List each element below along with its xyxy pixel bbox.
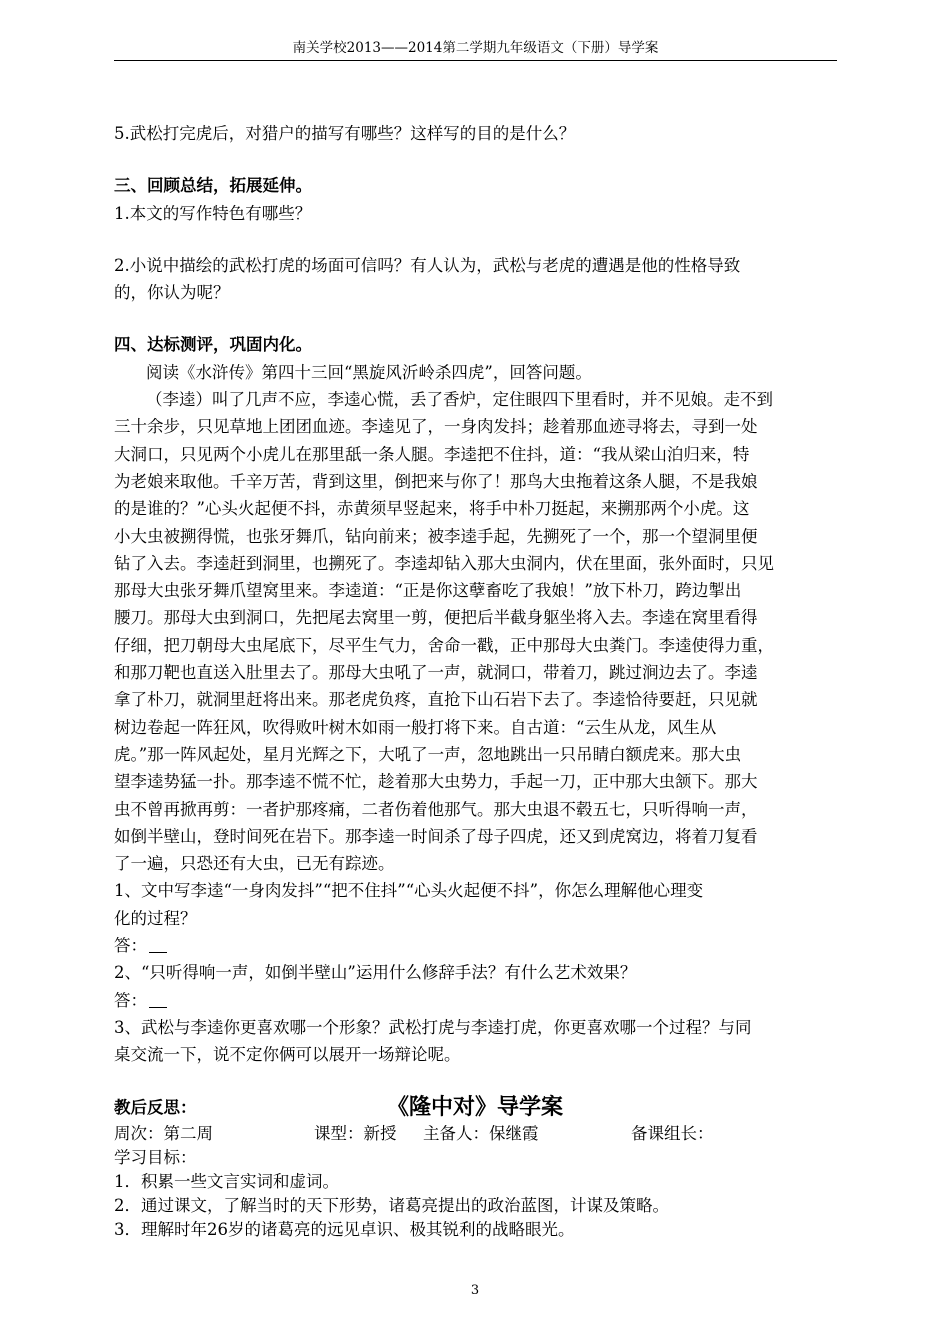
passage-line: 和那刀靶也直送入肚里去了。那母大虫吼了一声，就洞口，带着刀，跳过涧边去了。李逵 [114,663,758,683]
learning-goal: 3．理解时年26岁的诸葛亮的远见卓识、极其锐利的战略眼光。 [114,1220,575,1239]
reading-question-3-line-1: 3、武松与李逵你更喜欢哪一个形象？武松打虎与李逵打虎，你更喜欢哪一个过程？与同 [114,1017,752,1037]
lesson-info [114,1122,840,1242]
lesson-type-field: 课型：新授 [314,1124,397,1143]
teaching-reflection-label: 教后反思： [114,1097,197,1117]
main-content [114,120,840,1121]
lesson-meta-row [114,1122,840,1146]
reading-question-3-line-2: 桌交流一下，说不定你俩可以展开一场辩论呢。 [114,1045,461,1065]
passage-line: 为老娘来取他。千辛万苦，背到这里，倒把来与你了！那鸟大虫拖着这条人腿，不是我娘 [114,471,758,491]
learning-goal: 1．积累一些文言实词和虚词。 [114,1172,339,1191]
answer-label: 答： [114,936,147,956]
learning-goal: 2．通过课文，了解当时的天下形势，诸葛亮提出的政治蓝图，计谋及策略。 [114,1196,669,1215]
section-3-question-2-line-1: 2.小说中描绘的武松打虎的场面可信吗？有人认为，武松与老虎的遭遇是他的性格导致 [114,255,741,275]
passage-line: 树边卷起一阵狂风，吹得败叶树木如雨一般打将下来。自古道：“云生从龙，风生从 [114,717,717,737]
reading-passage [114,386,840,877]
passage-line: 虎。”那一阵风起处，星月光辉之下，大吼了一声，忽地跳出一只吊睛白额虎来。那大虫 [114,744,742,764]
group-leader-field: 备课组长： [631,1124,714,1143]
section-3-title: 三、回顾总结，拓展延伸。 [114,176,312,196]
passage-line: 仔细，把刀朝母大虫尾底下，尽平生气力，舍命一戳，正中那母大虫粪门。李逵使得力重， [114,635,774,655]
learning-goals-label: 学习目标： [114,1148,197,1167]
answer-blank[interactable] [149,938,167,953]
passage-line: 的是谁的？”心头火起便不抖，赤黄须早竖起来，将手中朴刀挺起，来搠那两个小虎。这 [114,499,750,519]
passage-line: 小大虫被搠得慌，也张牙舞爪，钻向前来；被李逵手起，先搠死了一个，那一个望洞里便 [114,526,758,546]
passage-line: 虫不曾再掀再剪：一者护那疼痛，二者伤着他那气。那大虫退不毂五七，只听得响一声， [114,799,758,819]
answer-row-2 [114,987,840,1014]
passage-line: 钻了入去。李逵赶到洞里，也搠死了。李逵却钻入那大虫洞内，伏在里面，张外面时，只见 [114,553,774,573]
section-3-question-1: 1.本文的写作特色有哪些？ [114,203,312,223]
preparer-field: 主备人：保继霞 [423,1124,539,1143]
page-header: 南关学校2013——2014第二学期九年级语文（下册）导学案 [114,38,837,61]
passage-line: 了一遍，只恐还有大虫，已无有踪迹。 [114,854,395,874]
reading-question-1-line-1: 1、文中写李逵“一身肉发抖”“把不住抖”“心头火起便不抖”，你怎么理解他心理变 [114,881,704,901]
passage-line: （李逵）叫了几声不应，李逵心慌，丢了香炉，定住眼四下里看时，并不见娘。走不到 [146,390,773,410]
lesson-title: 《隆中对》导学案 [386,1094,563,1120]
passage-line: 腰刀。那母大虫到洞口，先把尾去窝里一剪，便把后半截身躯坐将入去。李逵在窝里看得 [114,608,758,628]
week-field: 周次：第二周 [114,1124,213,1143]
answer-label: 答： [114,990,147,1010]
page-number: 3 [470,1283,480,1298]
reading-question-2: 2、“只听得响一声，如倒半壁山”运用什么修辞手法？有什么艺术效果？ [114,963,637,983]
passage-line: 望李逵势猛一扑。那李逵不慌不忙，趁着那大虫势力，手起一刀，正中那大虫颔下。那大 [114,772,758,792]
reading-intro: 阅读《水浒传》第四十三回“黑旋风沂岭杀四虎”，回答问题。 [146,362,592,382]
question-5: 5.武松打完虎后，对猎户的描写有哪些？这样写的目的是什么？ [114,124,576,143]
passage-line: 三十余步，只见草地上团团血迹。李逵见了，一身肉发抖；趁着那血迹寻将去，寻到一处 [114,417,758,437]
passage-line: 拿了朴刀，就洞里赶将出来。那老虎负疼，直抢下山石岩下去了。李逵恰待要赶，只见就 [114,690,758,710]
section-4-title: 四、达标测评，巩固内化。 [114,335,312,355]
section-3-question-2-line-2: 的，你认为呢？ [114,283,230,303]
reading-question-1-line-2: 化的过程？ [114,908,197,928]
answer-blank[interactable] [149,993,167,1008]
answer-row-1 [114,932,840,959]
passage-line: 如倒半壁山，登时间死在岩下。那李逵一时间杀了母子四虎，还又到虎窝边，将着刀复看 [114,826,758,846]
passage-line: 大洞口，只见两个小虎儿在那里舐一条人腿。李逵把不住抖，道：“我从梁山泊归来，特 [114,444,750,464]
passage-line: 那母大虫张牙舞爪望窝里来。李逵道：“正是你这孽畜吃了我娘！”放下朴刀，跨边掣出 [114,581,742,601]
